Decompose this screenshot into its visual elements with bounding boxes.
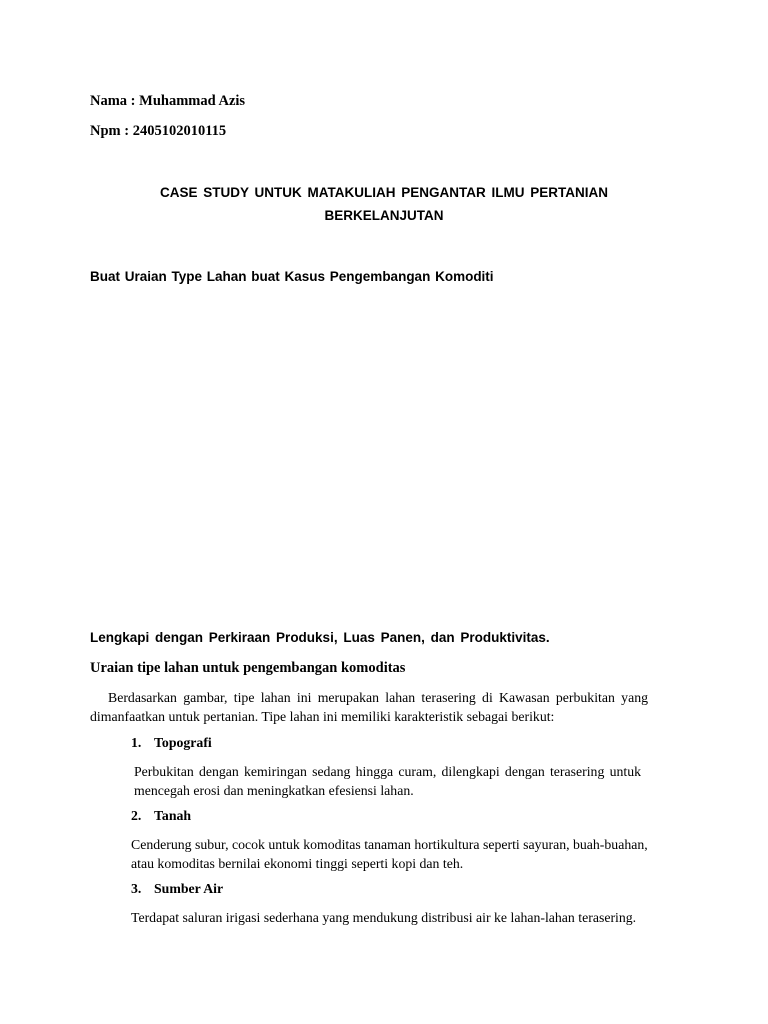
- student-name: Nama : Muhammad Azis: [90, 93, 246, 109]
- task-statement: Buat Uraian Type Lahan buat Kasus Pengembangan Komoditi: [90, 269, 494, 284]
- item-body-sumber-air: Terdapat saluran irigasi sederhana yang mendukung distribusi air ke lahan-lahan terasering.: [131, 910, 637, 925]
- item-title: Tanah: [154, 808, 192, 823]
- item-number: 3.: [131, 881, 142, 896]
- item-title: Sumber Air: [154, 881, 224, 896]
- intro-paragraph: Berdasarkan gambar, tipe lahan ini merupakan lahan terasering di Kawasan perbukitan yang dimanfaatkan untuk pertanian. Tipe lahan ini memiliki karakteristik sebagai berikut:: [90, 690, 648, 724]
- instruction-text: Lengkapi dengan Perkiraan Produksi, Luas Panen, dan Produktivitas.: [90, 630, 550, 645]
- item-heading-tanah: [131, 808, 191, 824]
- item-body-tanah: Cenderung subur, cocok untuk komoditas tanaman hortikultura seperti sayuran, buah-buahan, atau komoditas bernilai ekonomi tinggi seperti kopi dan teh.: [131, 837, 648, 871]
- item-number: 2.: [131, 808, 142, 823]
- item-heading-topografi: [131, 735, 212, 751]
- land-image-placeholder: [90, 300, 650, 610]
- document-title: CASE STUDY UNTUK MATAKULIAH PENGANTAR ILMU PERTANIAN BERKELANJUTAN: [160, 185, 608, 223]
- student-npm: Npm : 2405102010115: [90, 123, 227, 139]
- section-heading: Uraian tipe lahan untuk pengembangan komoditas: [90, 660, 406, 676]
- item-number: 1.: [131, 735, 142, 750]
- item-body-topografi: Perbukitan dengan kemiringan sedang hingga curam, dilengkapi dengan terasering untuk mencegah erosi dan meningkatkan efesiensi lahan.: [134, 764, 641, 798]
- item-title: Topografi: [154, 735, 212, 750]
- item-heading-sumber-air: [131, 881, 223, 897]
